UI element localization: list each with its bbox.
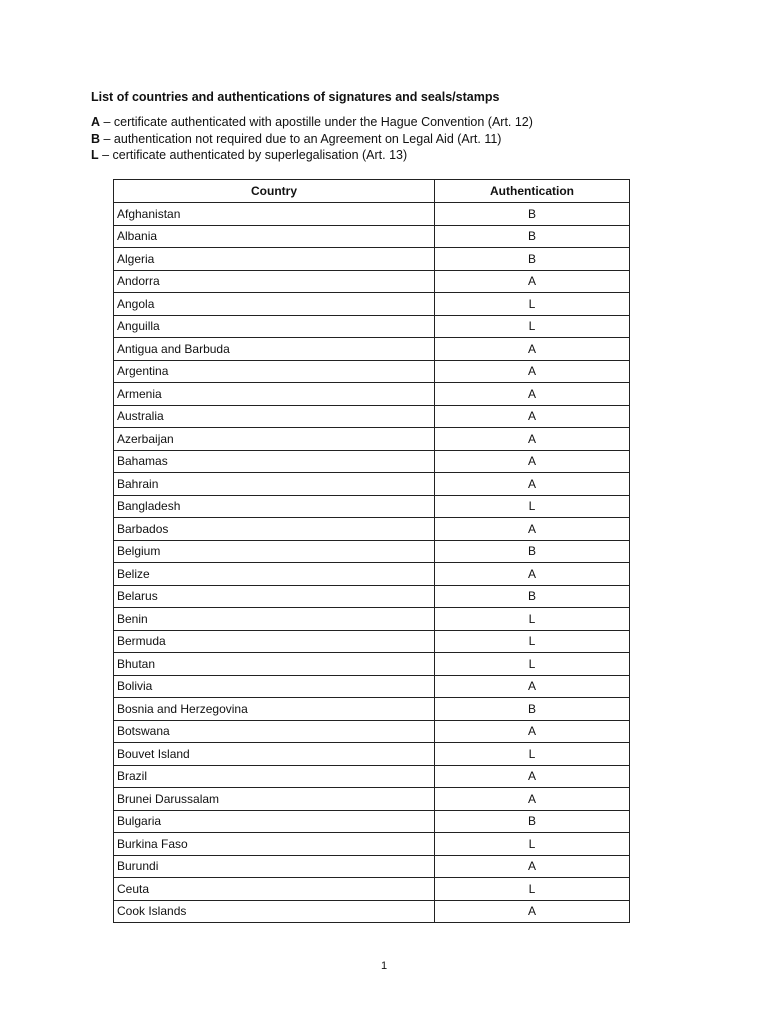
document-title: List of countries and authentications of signatures and seals/stamps: [91, 90, 500, 104]
country-cell: Burkina Faso: [114, 833, 435, 856]
legend-text: – certificate authenticated with apostille under the Hague Convention (Art. 12): [100, 115, 533, 129]
country-cell: Armenia: [114, 383, 435, 406]
authentication-cell: A: [435, 900, 630, 923]
legend: [91, 114, 533, 164]
authentication-cell: L: [435, 495, 630, 518]
table-row: [114, 428, 630, 451]
authentication-cell: A: [435, 383, 630, 406]
authentication-cell: B: [435, 810, 630, 833]
table-row: [114, 653, 630, 676]
country-cell: Andorra: [114, 270, 435, 293]
authentication-cell: B: [435, 540, 630, 563]
table-row: [114, 315, 630, 338]
legend-key: A: [91, 115, 101, 129]
table-body: [114, 203, 630, 923]
countries-table: [113, 179, 630, 923]
authentication-cell: L: [435, 315, 630, 338]
authentication-cell: A: [435, 473, 630, 496]
legend-item-a: [91, 114, 533, 131]
table-row: [114, 338, 630, 361]
authentication-cell: L: [435, 878, 630, 901]
table-row: [114, 360, 630, 383]
table-row: [114, 810, 630, 833]
country-cell: Anguilla: [114, 315, 435, 338]
country-cell: Albania: [114, 225, 435, 248]
authentication-cell: A: [435, 360, 630, 383]
table-row: [114, 495, 630, 518]
authentication-cell: A: [435, 563, 630, 586]
authentication-cell: A: [435, 855, 630, 878]
legend-key: B: [91, 131, 101, 146]
authentication-cell: A: [435, 405, 630, 428]
authentication-cell: A: [435, 765, 630, 788]
table-row: [114, 878, 630, 901]
authentication-cell: A: [435, 675, 630, 698]
table-header-row: [114, 180, 630, 203]
table-row: [114, 540, 630, 563]
authentication-cell: A: [435, 788, 630, 811]
table-row: [114, 203, 630, 226]
country-cell: Belgium: [114, 540, 435, 563]
authentication-cell: A: [435, 720, 630, 743]
table-row: [114, 405, 630, 428]
authentication-cell: A: [435, 270, 630, 293]
country-cell: Bouvet Island: [114, 743, 435, 766]
authentication-cell: L: [435, 833, 630, 856]
country-cell: Argentina: [114, 360, 435, 383]
table-row: [114, 518, 630, 541]
country-cell: Barbados: [114, 518, 435, 541]
country-cell: Algeria: [114, 248, 435, 271]
legend-text: – certificate authenticated by superlegalisation (Art. 13): [98, 148, 408, 162]
table-row: [114, 900, 630, 923]
authentication-cell: L: [435, 293, 630, 316]
table-row: [114, 270, 630, 293]
authentication-cell: L: [435, 608, 630, 631]
country-cell: Bahamas: [114, 450, 435, 473]
country-cell: Bosnia and Herzegovina: [114, 698, 435, 721]
country-cell: Bhutan: [114, 653, 435, 676]
country-cell: Bolivia: [114, 675, 435, 698]
country-cell: Burundi: [114, 855, 435, 878]
table-row: [114, 855, 630, 878]
country-cell: Belize: [114, 563, 435, 586]
country-cell: Botswana: [114, 720, 435, 743]
table-row: [114, 720, 630, 743]
country-cell: Bangladesh: [114, 495, 435, 518]
country-cell: Afghanistan: [114, 203, 435, 226]
authentication-cell: A: [435, 518, 630, 541]
table-row: [114, 450, 630, 473]
page-number: 1: [380, 960, 388, 972]
column-header-country: Country: [114, 180, 435, 203]
table-row: [114, 743, 630, 766]
table-row: [114, 833, 630, 856]
country-cell: Angola: [114, 293, 435, 316]
country-cell: Australia: [114, 405, 435, 428]
country-cell: Benin: [114, 608, 435, 631]
legend-key: L: [91, 148, 99, 162]
table-row: [114, 630, 630, 653]
legend-text: – authentication not required due to an Agreement on Legal Aid (Art. 11): [100, 131, 502, 146]
table-row: [114, 563, 630, 586]
authentication-cell: L: [435, 653, 630, 676]
table-row: [114, 248, 630, 271]
legend-item-l: [91, 147, 533, 164]
authentication-cell: B: [435, 225, 630, 248]
authentication-cell: B: [435, 585, 630, 608]
table-row: [114, 293, 630, 316]
table-row: [114, 383, 630, 406]
country-cell: Bulgaria: [114, 810, 435, 833]
authentication-cell: A: [435, 450, 630, 473]
authentication-cell: A: [435, 428, 630, 451]
country-cell: Antigua and Barbuda: [114, 338, 435, 361]
column-header-authentication: Authentication: [435, 180, 630, 203]
country-cell: Brunei Darussalam: [114, 788, 435, 811]
authentication-cell: A: [435, 338, 630, 361]
authentication-cell: L: [435, 743, 630, 766]
table-row: [114, 473, 630, 496]
country-cell: Belarus: [114, 585, 435, 608]
table-row: [114, 225, 630, 248]
legend-item-b: [91, 131, 533, 148]
country-cell: Bermuda: [114, 630, 435, 653]
table-row: [114, 765, 630, 788]
country-cell: Cook Islands: [114, 900, 435, 923]
authentication-cell: L: [435, 630, 630, 653]
country-cell: Azerbaijan: [114, 428, 435, 451]
table-row: [114, 698, 630, 721]
country-cell: Ceuta: [114, 878, 435, 901]
authentication-cell: B: [435, 698, 630, 721]
table-row: [114, 788, 630, 811]
table-row: [114, 608, 630, 631]
table-row: [114, 675, 630, 698]
table-row: [114, 585, 630, 608]
authentication-cell: B: [435, 248, 630, 271]
country-cell: Bahrain: [114, 473, 435, 496]
authentication-cell: B: [435, 203, 630, 226]
country-cell: Brazil: [114, 765, 435, 788]
